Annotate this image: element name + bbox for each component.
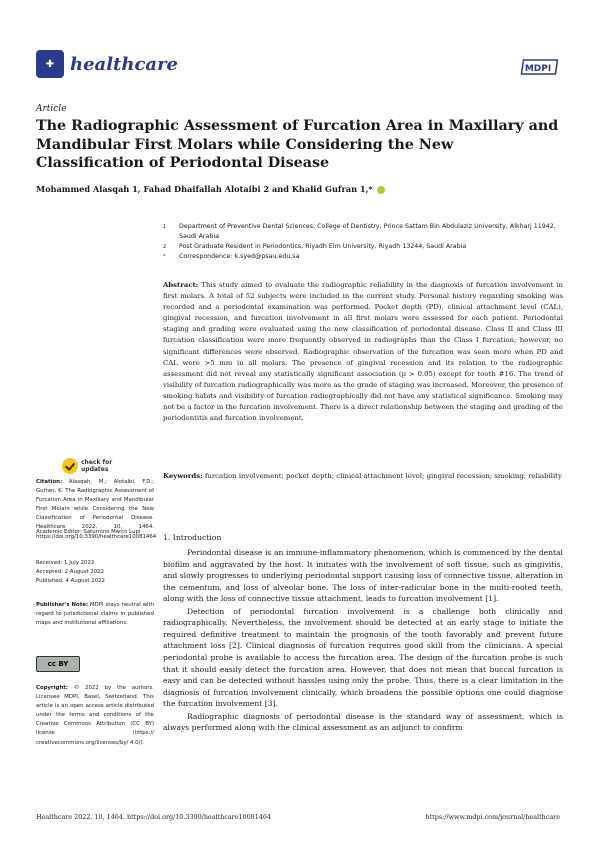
keywords-text: furcation involvement; pocket depth; clinical attachment level; gingival recession; smoking; reliability — [204, 472, 562, 480]
page-footer — [36, 813, 560, 821]
abstract-label: Abstract: — [163, 281, 199, 289]
cc-by-license-icon[interactable]: cc BY — [36, 656, 80, 672]
correspondence-text: Correspondence: k.syed@psau.edu.sa — [179, 253, 300, 260]
article-type: Article — [36, 104, 67, 114]
received-date: Received: 1 July 2022 — [36, 560, 95, 566]
paragraph-3: Radiographic diagnosis of periodontal disease is the standard way of assessment, which is always performed along with the clinical assessment as an adjunct to confirm — [163, 711, 563, 733]
keywords — [163, 471, 563, 482]
mdpi-logo[interactable] — [517, 56, 559, 78]
keywords-label: Keywords: — [163, 472, 203, 480]
check-updates-icon — [62, 458, 78, 474]
author-names: Mohammed Alasqah 1, Fahad Dhaifallah Alotaibi 2 and Khalid Gufran 1,* — [36, 184, 373, 194]
affiliation-text: Post Graduate Resident in Periodontics, Riyadh Elm University, Riyadh 13244, Saudi Arabia — [179, 243, 467, 250]
footer-citation[interactable]: Healthcare 2022, 10, 1464. https://doi.org/10.3390/healthcare10081464 — [36, 813, 272, 821]
affiliation-mark: 1 — [163, 224, 167, 230]
correspondence — [163, 252, 563, 262]
mdpi-label: MDPI — [524, 64, 552, 74]
author-list — [36, 184, 385, 194]
affiliation-1 — [163, 222, 563, 242]
publisher-note-text: MDPI stays neutral with regard to jurisdictional claims in published maps and institutional affiliations. — [36, 602, 155, 627]
paragraph-1: Periodontal disease is an immune-inflammatory phenomenon, which is commenced by the dental biofilm and aggravated by the host. It initiates with the involvement of soft tissue, such as gingivitis, and slowly progresses to underlying periodontal support causing loss of connective tissue, alteration in the cementum, and loss of alveolar bone. The loss of inter-radicular bone in the multi-rooted teeth, along with the loss of connective tissue attachment, leads to furcation involvement [1]. — [163, 548, 563, 604]
journal-logo[interactable] — [36, 50, 178, 78]
publisher-note-label: Publisher's Note: — [36, 602, 89, 608]
affiliations — [163, 222, 563, 262]
check-for-updates[interactable] — [62, 458, 112, 474]
copyright-block — [36, 684, 154, 748]
updates-line-1: check for — [81, 459, 113, 466]
affiliation-text: Department of Preventive Dental Sciences, College of Dentistry, Prince Sattam Bin Abdulaziz University, Alkharj 11942, Saudi Arabia — [179, 223, 556, 240]
journal-name: healthcare — [70, 53, 178, 75]
affiliation-mark: 2 — [163, 244, 167, 250]
journal-logo-icon: ✚ — [36, 50, 64, 78]
footer-journal-url[interactable]: https://www.mdpi.com/journal/healthcare — [425, 813, 560, 821]
abstract — [163, 280, 563, 424]
affiliation-2 — [163, 242, 563, 252]
article-title: The Radiographic Assessment of Furcation Area in Maxillary and Mandibular First Molars while Considering the New Classification of Periodontal Disease — [36, 118, 559, 171]
paragraph-2: Detection of periodontal furcation involvement is a challenge both clinically and radiographically. Nevertheless, the involvement should be detected at an early stage to initiate the required definitive treatment to maintain the prognosis of the tooth favorably and prevent future attachment loss [2]. Clinical diagnosis of furcation requires good skill from the clinicians. A special periodontal probe is available to access the furcation area. The design of the furcation probe is such that it should easily detect the furcation area. However, that does not mean that buccal furcation is easy and can be detected without hassles using only the probe. Thus, there is a clear limitation in the diagnosis of furcation involvement clinically, which broadens the possible options one could diagnose the furcation involvement [3]. — [163, 606, 563, 709]
publisher-note — [36, 601, 154, 628]
accepted-date: Accepted: 2 August 2022 — [36, 569, 105, 576]
updates-line-2: updates — [81, 466, 109, 473]
dates-block — [36, 559, 154, 586]
copyright-label: Copyright: — [36, 685, 68, 691]
published-date: Published: 4 August 2022 — [36, 578, 105, 585]
body-text — [163, 547, 563, 734]
affiliation-mark: * — [163, 254, 166, 260]
academic-editor: Academic Editor: Saturnino Marco Lupi — [36, 529, 141, 535]
section-heading-introduction: 1. Introduction — [163, 533, 222, 542]
citation-text: Alasqah, M.; Alotaibi, F.D.; Gufran, K. The Radiographic Assessment of Furcation Area in Maxillary and Mandibular First Molars while Considering the New Classification of Periodontal Disease. Healthcare 2022, 10, 1464. https://doi.org/10.3390/healthcare10081464 — [36, 479, 157, 540]
orcid-icon[interactable] — [377, 186, 385, 194]
copyright-text: © 2022 by the authors. Licensee MDPI, Basel, Switzerland. This article is an open access article distributed under the terms and conditions of the Creative Commons Attribution (CC BY) license (https:// creativecommons.org/licenses/by/ 4.0/). — [36, 685, 154, 746]
citation-label: Citation: — [36, 479, 63, 485]
check-updates-label — [81, 459, 112, 473]
abstract-text: This study aimed to evaluate the radiographic reliability in the diagnosis of furcation involvement in first molars. A total of 52 subjects were included in the current study. Personal history regarding smoking was recorded and a periodontal examination was performed. Pocket depth (PD), clinical attachment level (CAL), gingival recession, and furcation involvement in all first molars were assessed for each patient. Periodontal staging and grading were evaluated using the new classification of periodontal disease. Class II and Class III furcation classification were more frequently observed in radiographs than the Class I furcation; however, no significant differences were observed. Radiographic observation of the furcation was seen more when PD and CAL were >5 mm in all molars. The presence of gingival recession and its relation to the radiographic assessment did not reveal any statistically significant association (p > 0.05) except for tooth #16. The trend of visibility of furcation radiographically was more as the grade of staging was increased. Moreover, the presence of smoking habits and visibility of furcation radiographically did not have any statistical significance. Smoking may not be a factor in the furcation involvement. There is a direct relationship between the staging and grading of the periodontitis and furcation involvement. — [163, 281, 563, 423]
